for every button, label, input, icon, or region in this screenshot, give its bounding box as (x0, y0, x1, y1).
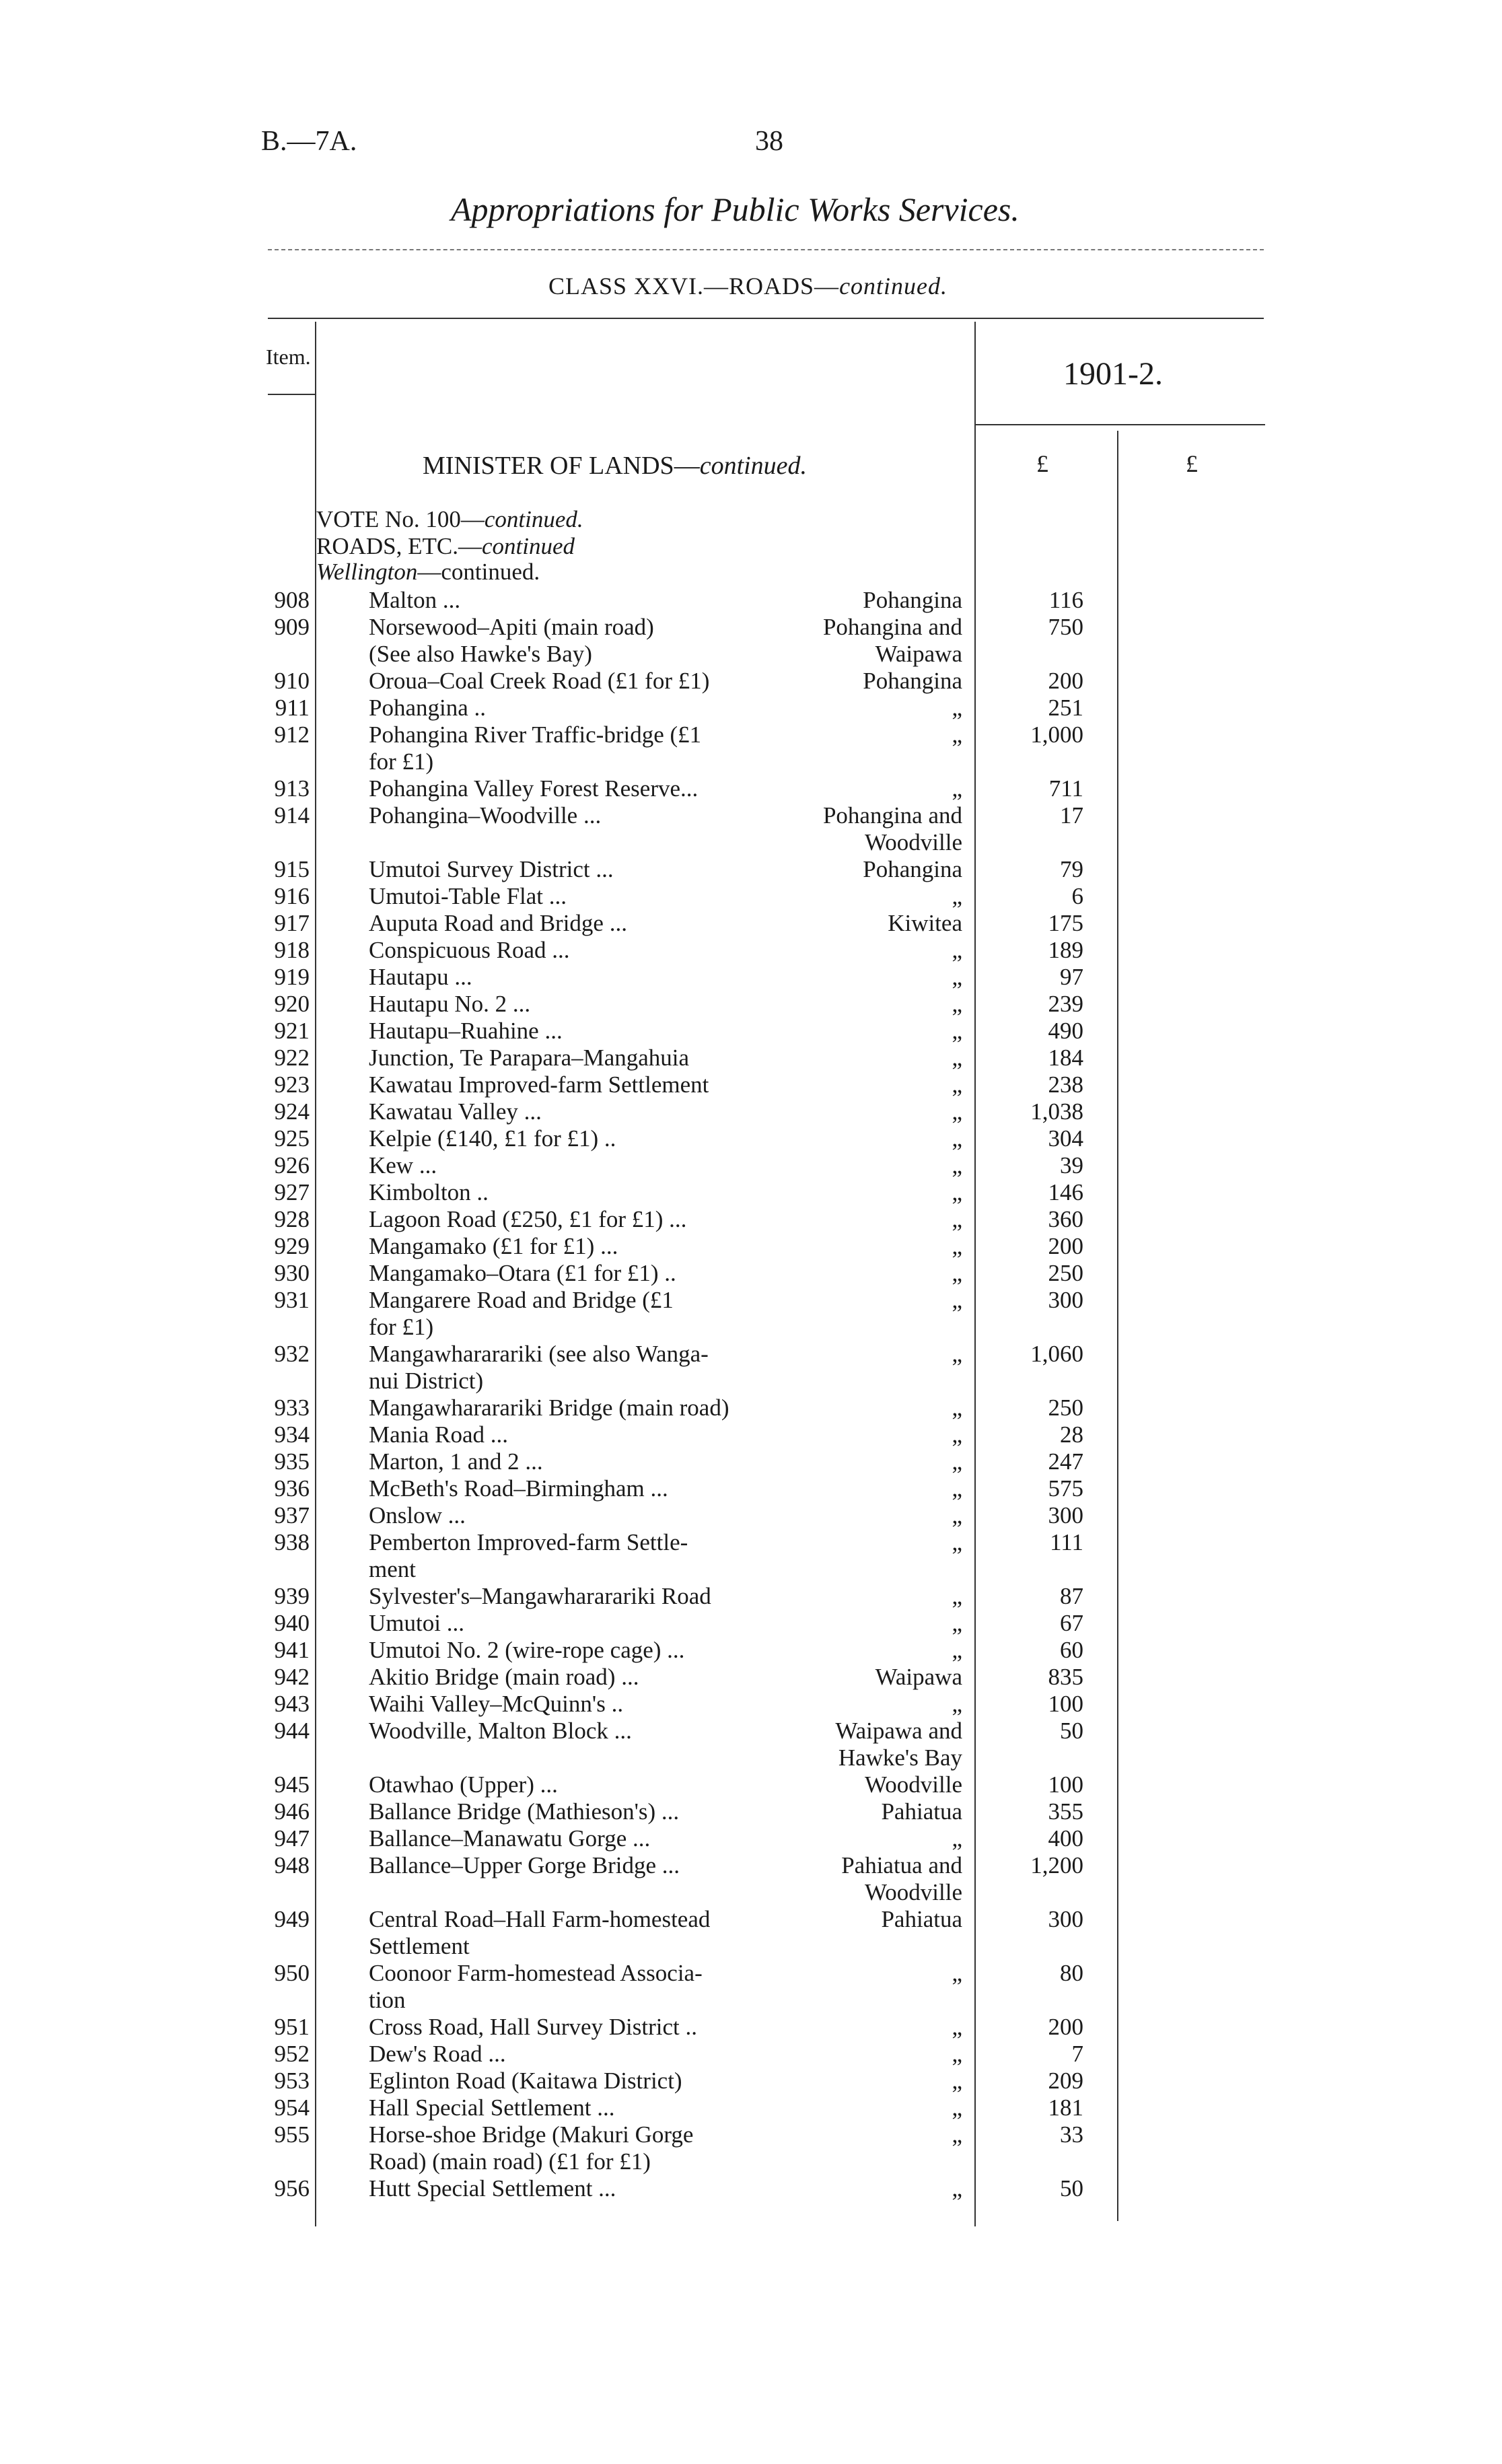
item-amount: 360 (1048, 1206, 1083, 1232)
item-number: 911 (275, 695, 310, 721)
item-amount: 33 (1060, 2121, 1083, 2148)
item-description: Kawatau Improved-farm Settlement (369, 1071, 709, 1098)
vote-heading-main: VOTE No. 100— (316, 506, 485, 532)
item-number: 945 (274, 1771, 310, 1798)
table-row (0, 910, 1502, 937)
item-number: 926 (274, 1152, 310, 1178)
table-row (0, 1637, 1502, 1664)
item-number: 910 (274, 668, 310, 694)
table-row (0, 964, 1502, 991)
item-description: Ballance–Manawatu Gorge ... (369, 1825, 651, 1852)
item-number: 908 (274, 587, 310, 613)
item-district: Pohangina and (822, 614, 962, 640)
table-row (0, 1071, 1502, 1098)
item-description: Conspicuous Road ... (369, 937, 570, 963)
item-number: 909 (274, 614, 310, 640)
table-row (0, 2148, 1502, 2175)
item-amount: 200 (1048, 2014, 1083, 2040)
item-number: 939 (274, 1583, 310, 1609)
item-district: „ (952, 1475, 962, 1502)
minister-heading (423, 451, 807, 481)
item-number: 924 (274, 1098, 310, 1125)
item-district: „ (952, 721, 962, 748)
item-district: „ (952, 1098, 962, 1125)
table-row (0, 1771, 1502, 1798)
item-number: 931 (274, 1287, 310, 1313)
table-row (0, 1825, 1502, 1852)
item-amount: 304 (1048, 1125, 1083, 1152)
item-description: Ballance–Upper Gorge Bridge ... (369, 1852, 680, 1878)
table-row (0, 1152, 1502, 1179)
item-description: Umutoi No. 2 (wire-rope cage) ... (369, 1637, 685, 1663)
table-row (0, 1206, 1502, 1233)
item-description: Hautapu ... (369, 964, 472, 990)
item-amount: 1,200 (1030, 1852, 1083, 1878)
page-title: Appropriations for Public Works Services. (451, 190, 1020, 228)
item-amount: 300 (1048, 1502, 1083, 1528)
table-row (0, 1314, 1502, 1341)
table-row (0, 1664, 1502, 1691)
item-amount: 6 (1071, 883, 1083, 909)
item-description: Auputa Road and Bridge ... (369, 910, 627, 936)
roads-heading (316, 533, 575, 560)
item-number: 927 (274, 1179, 310, 1205)
item-number: 919 (274, 964, 310, 990)
table-row (0, 1018, 1502, 1045)
item-district: „ (952, 991, 962, 1017)
item-amount: 1,060 (1030, 1341, 1083, 1367)
item-district: „ (952, 1125, 962, 1152)
item-amount: 355 (1048, 1798, 1083, 1825)
district-heading-italic: Wellington (316, 559, 418, 585)
table-row (0, 829, 1502, 856)
item-description: Sylvester's–Mangawhararariki Road (369, 1583, 711, 1609)
item-district: „ (952, 1287, 962, 1313)
item-district: Waipawa (875, 1664, 962, 1690)
item-district: „ (952, 1529, 962, 1555)
item-district: Pohangina (863, 668, 962, 694)
item-district: „ (952, 1583, 962, 1609)
table-row (0, 1098, 1502, 1125)
item-description: Central Road–Hall Farm-homestead (369, 1906, 711, 1932)
item-district: Pohangina and (822, 802, 962, 829)
item-district: Woodville (865, 1771, 962, 1798)
item-amount: 80 (1060, 1960, 1083, 1986)
item-amount: 175 (1048, 910, 1083, 936)
item-description: Umutoi Survey District ... (369, 856, 614, 882)
item-description: Otawhao (Upper) ... (369, 1771, 558, 1798)
minister-heading-main: MINISTER OF LANDS— (423, 452, 700, 480)
item-district: „ (952, 1448, 962, 1475)
table-row (0, 1691, 1502, 1718)
item-amount: 146 (1048, 1179, 1083, 1205)
item-amount: 750 (1048, 614, 1083, 640)
item-number: 941 (274, 1637, 310, 1663)
item-number: 912 (274, 721, 310, 748)
item-number: 922 (274, 1045, 310, 1071)
item-amount: 50 (1060, 2175, 1083, 2202)
item-description: Mania Road ... (369, 1421, 509, 1448)
roads-heading-italic: continued (482, 533, 575, 559)
item-amount: 60 (1060, 1637, 1083, 1663)
item-amount: 189 (1048, 937, 1083, 963)
item-district: Pahiatua (881, 1906, 962, 1932)
item-district: „ (952, 1071, 962, 1098)
table-row (0, 1368, 1502, 1395)
item-number: 940 (274, 1610, 310, 1636)
item-amount: 97 (1060, 964, 1083, 990)
item-amount: 17 (1060, 802, 1083, 829)
item-number: 928 (274, 1206, 310, 1232)
table-row (0, 1421, 1502, 1448)
table-row (0, 1179, 1502, 1206)
item-description: ment (369, 1556, 416, 1582)
item-number: 916 (274, 883, 310, 909)
item-description: Ballance Bridge (Mathieson's) ... (369, 1798, 680, 1825)
item-amount: 200 (1048, 1233, 1083, 1259)
item-number: 921 (274, 1018, 310, 1044)
item-amount: 79 (1060, 856, 1083, 882)
item-district: „ (952, 1018, 962, 1044)
class-heading-main: CLASS XXVI.—ROADS— (548, 273, 840, 300)
item-district: „ (952, 1610, 962, 1636)
item-district: „ (952, 964, 962, 990)
item-number: 951 (274, 2014, 310, 2040)
table-row (0, 1233, 1502, 1260)
item-amount: 835 (1048, 1664, 1083, 1690)
table-row (0, 1745, 1502, 1771)
item-amount: 209 (1048, 2068, 1083, 2094)
item-amount: 100 (1048, 1691, 1083, 1717)
item-number: 935 (274, 1448, 310, 1475)
item-number: 913 (274, 775, 310, 802)
item-description: Pohangina .. (369, 695, 487, 721)
item-number: 950 (274, 1960, 310, 1986)
class-heading-italic: continued. (839, 273, 948, 300)
item-description: Norsewood–Apiti (main road) (369, 614, 654, 640)
item-district: „ (952, 2095, 962, 2121)
table-row (0, 668, 1502, 695)
item-amount: 711 (1048, 775, 1083, 802)
item-description: Hutt Special Settlement ... (369, 2175, 616, 2202)
item-description: Waihi Valley–McQuinn's .. (369, 1691, 624, 1717)
item-district: „ (952, 883, 962, 909)
item-district: „ (952, 1260, 962, 1286)
item-description: Mangawhararariki (see also Wanga- (369, 1341, 709, 1367)
item-number: 946 (274, 1798, 310, 1825)
table-row (0, 641, 1502, 668)
item-number: 944 (274, 1718, 310, 1744)
item-description: Lagoon Road (£250, £1 for £1) ... (369, 1206, 687, 1232)
district-heading (316, 559, 540, 586)
item-amount: 111 (1050, 1529, 1083, 1555)
item-amount: 300 (1048, 1287, 1083, 1313)
item-number: 952 (274, 2041, 310, 2067)
item-amount: 238 (1048, 1071, 1083, 1098)
item-description: Coonoor Farm-homestead Associa- (369, 1960, 703, 1986)
item-amount: 251 (1048, 695, 1083, 721)
item-number: 942 (274, 1664, 310, 1690)
item-number: 918 (274, 937, 310, 963)
item-number: 949 (274, 1906, 310, 1932)
item-header-rule (268, 394, 315, 395)
table-row (0, 775, 1502, 802)
item-number: 943 (274, 1691, 310, 1717)
item-district: „ (952, 1637, 962, 1663)
table-row (0, 1556, 1502, 1583)
minister-heading-italic: continued. (699, 452, 808, 480)
item-district: Pahiatua (881, 1798, 962, 1825)
item-district: „ (952, 1691, 962, 1717)
item-district: Hawke's Bay (838, 1745, 962, 1771)
item-description: Kawatau Valley ... (369, 1098, 542, 1125)
table-row (0, 748, 1502, 775)
item-number: 932 (274, 1341, 310, 1367)
item-district: „ (952, 2175, 962, 2202)
item-description: Kelpie (£140, £1 for £1) .. (369, 1125, 616, 1152)
item-description: Mangawhararariki Bridge (main road) (369, 1395, 729, 1421)
item-number: 925 (274, 1125, 310, 1152)
item-district: Kiwitea (888, 910, 962, 936)
table-row (0, 1260, 1502, 1287)
item-description: tion (369, 1987, 406, 2013)
item-district: „ (952, 1825, 962, 1852)
district-heading-rest: —continued. (417, 559, 540, 585)
item-description: Hautapu–Ruahine ... (369, 1018, 563, 1044)
vote-heading-italic: continued. (484, 506, 583, 532)
item-district: „ (952, 1206, 962, 1232)
table-row (0, 2068, 1502, 2095)
item-description: Mangarere Road and Bridge (£1 (369, 1287, 674, 1313)
table-row (0, 1798, 1502, 1825)
item-description: Onslow ... (369, 1502, 466, 1528)
item-amount: 50 (1060, 1718, 1083, 1744)
item-amount: 250 (1048, 1395, 1083, 1421)
item-district: „ (952, 937, 962, 963)
item-amount: 400 (1048, 1825, 1083, 1852)
item-district: Woodville (865, 1879, 962, 1905)
item-column-header: Item. (266, 345, 311, 369)
item-number: 953 (274, 2068, 310, 2094)
table-row (0, 2121, 1502, 2148)
item-amount: 575 (1048, 1475, 1083, 1502)
item-amount: 39 (1060, 1152, 1083, 1178)
table-row (0, 695, 1502, 721)
item-description: Hall Special Settlement ... (369, 2095, 615, 2121)
table-row (0, 883, 1502, 910)
class-heading (548, 272, 947, 300)
table-row (0, 1395, 1502, 1421)
table-row (0, 2041, 1502, 2068)
item-district: „ (952, 2014, 962, 2040)
item-district: „ (952, 1502, 962, 1528)
item-description: Umutoi-Table Flat ... (369, 883, 567, 909)
table-row (0, 1045, 1502, 1071)
item-amount: 200 (1048, 668, 1083, 694)
item-description: Junction, Te Parapara–Mangahuia (369, 1045, 690, 1071)
title-rule (268, 249, 1264, 250)
table-row (0, 1852, 1502, 1879)
table-row (0, 2095, 1502, 2121)
item-amount: 87 (1060, 1583, 1083, 1609)
item-description: Mangamako–Otara (£1 for £1) .. (369, 1260, 676, 1286)
item-district: „ (952, 1152, 962, 1178)
item-description: Pemberton Improved-farm Settle- (369, 1529, 688, 1555)
item-number: 920 (274, 991, 310, 1017)
table-row (0, 937, 1502, 964)
item-district: „ (952, 1421, 962, 1448)
item-description: Pohangina River Traffic-bridge (£1 (369, 721, 702, 748)
item-description: Mangamako (£1 for £1) ... (369, 1233, 618, 1259)
item-description: Pohangina–Woodville ... (369, 802, 602, 829)
item-amount: 116 (1048, 587, 1083, 613)
item-number: 938 (274, 1529, 310, 1555)
table-row (0, 1879, 1502, 1906)
item-number: 933 (274, 1395, 310, 1421)
item-description: Hautapu No. 2 ... (369, 991, 531, 1017)
item-district: „ (952, 2121, 962, 2148)
year-header-rule (974, 424, 1265, 425)
item-description: Settlement (369, 1933, 470, 1959)
page-number: 38 (755, 126, 783, 157)
document-reference: B.—7A. (261, 126, 357, 157)
vote-heading (316, 506, 583, 533)
item-description: Oroua–Coal Creek Road (£1 for £1) (369, 668, 710, 694)
item-description: Umutoi ... (369, 1610, 464, 1636)
item-number: 917 (274, 910, 310, 936)
table-row (0, 802, 1502, 829)
item-description: Kimbolton .. (369, 1179, 489, 1205)
item-description: Woodville, Malton Block ... (369, 1718, 632, 1744)
table-row (0, 1125, 1502, 1152)
currency-header-1: £ (1036, 450, 1048, 477)
item-description: Kew ... (369, 1152, 437, 1178)
item-amount: 181 (1048, 2095, 1083, 2121)
table-row (0, 1529, 1502, 1556)
table-row (0, 587, 1502, 614)
item-description: nui District) (369, 1368, 484, 1394)
item-number: 947 (274, 1825, 310, 1852)
item-amount: 239 (1048, 991, 1083, 1017)
year-column-header: 1901-2. (1063, 356, 1163, 392)
item-number: 934 (274, 1421, 310, 1448)
item-number: 914 (274, 802, 310, 829)
item-description: Eglinton Road (Kaitawa District) (369, 2068, 682, 2094)
item-amount: 1,038 (1030, 1098, 1083, 1125)
table-row (0, 1610, 1502, 1637)
item-description: Akitio Bridge (main road) ... (369, 1664, 639, 1690)
item-district: „ (952, 1179, 962, 1205)
item-description: Pohangina Valley Forest Reserve... (369, 775, 699, 802)
item-district: Pohangina (863, 587, 962, 613)
item-amount: 184 (1048, 1045, 1083, 1071)
table-row (0, 1448, 1502, 1475)
item-district: Pahiatua and (841, 1852, 962, 1878)
table-row (0, 1960, 1502, 1987)
item-description: Dew's Road ... (369, 2041, 506, 2067)
table-row (0, 1987, 1502, 2014)
item-amount: 100 (1048, 1771, 1083, 1798)
table-row (0, 1906, 1502, 1933)
item-description: Marton, 1 and 2 ... (369, 1448, 543, 1475)
item-number: 955 (274, 2121, 310, 2148)
item-district: Pohangina (863, 856, 962, 882)
table-row (0, 1475, 1502, 1502)
item-district: „ (952, 695, 962, 721)
table-top-rule (268, 318, 1264, 319)
item-amount: 7 (1071, 2041, 1083, 2067)
roads-heading-main: ROADS, ETC.— (316, 533, 482, 559)
table-row (0, 1718, 1502, 1745)
item-district: „ (952, 1341, 962, 1367)
item-amount: 300 (1048, 1906, 1083, 1932)
item-amount: 67 (1060, 1610, 1083, 1636)
item-number: 948 (274, 1852, 310, 1878)
table-row (0, 721, 1502, 748)
item-district: „ (952, 2041, 962, 2067)
item-district: „ (952, 2068, 962, 2094)
item-number: 930 (274, 1260, 310, 1286)
item-description: Cross Road, Hall Survey District .. (369, 2014, 698, 2040)
item-description: for £1) (369, 748, 434, 775)
table-row (0, 2014, 1502, 2041)
currency-header-2: £ (1186, 450, 1198, 477)
item-description: Malton ... (369, 587, 461, 613)
item-number: 937 (274, 1502, 310, 1528)
item-description: McBeth's Road–Birmingham ... (369, 1475, 668, 1502)
table-row (0, 991, 1502, 1018)
item-number: 956 (274, 2175, 310, 2202)
table-row (0, 1502, 1502, 1529)
item-number: 936 (274, 1475, 310, 1502)
item-amount: 28 (1060, 1421, 1083, 1448)
item-district: „ (952, 1395, 962, 1421)
item-district: „ (952, 1045, 962, 1071)
item-district: Waipawa (875, 641, 962, 667)
item-description: Road) (main road) (£1 for £1) (369, 2148, 651, 2175)
item-district: „ (952, 1233, 962, 1259)
table-row (0, 1933, 1502, 1960)
item-amount: 1,000 (1030, 721, 1083, 748)
table-row (0, 2175, 1502, 2202)
item-number: 923 (274, 1071, 310, 1098)
table-row (0, 1287, 1502, 1314)
item-amount: 490 (1048, 1018, 1083, 1044)
table-row (0, 1583, 1502, 1610)
item-description: Horse-shoe Bridge (Makuri Gorge (369, 2121, 694, 2148)
item-amount: 250 (1048, 1260, 1083, 1286)
item-description: for £1) (369, 1314, 434, 1340)
item-description: (See also Hawke's Bay) (369, 641, 592, 667)
item-number: 954 (274, 2095, 310, 2121)
item-district: Woodville (865, 829, 962, 855)
item-district: Waipawa and (835, 1718, 962, 1744)
table-row (0, 856, 1502, 883)
table-row (0, 614, 1502, 641)
table-row (0, 1341, 1502, 1368)
item-number: 915 (274, 856, 310, 882)
item-amount: 247 (1048, 1448, 1083, 1475)
item-number: 929 (274, 1233, 310, 1259)
item-district: „ (952, 775, 962, 802)
item-district: „ (952, 1960, 962, 1986)
